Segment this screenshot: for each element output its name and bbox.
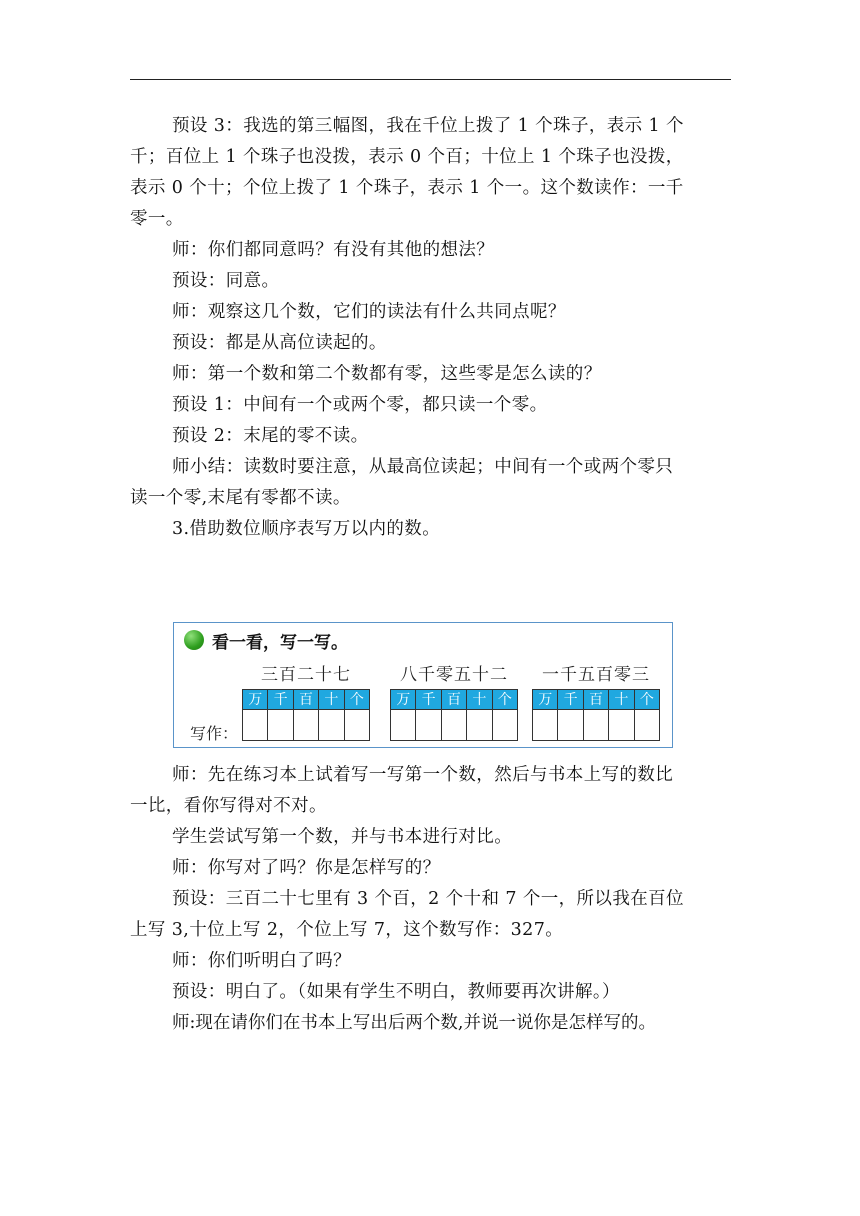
place-value-grid-1	[242, 689, 370, 741]
text-line: 预设 3：我选的第三幅图，我在千位上拨了 1 个珠子，表示 1 个	[172, 116, 684, 136]
cell-bai[interactable]	[294, 690, 319, 740]
text-block-bottom	[130, 760, 731, 1039]
cell-header: 百	[584, 690, 608, 710]
cell-shi[interactable]	[467, 690, 492, 740]
cell-header: 万	[391, 690, 415, 710]
place-value-grid-2	[390, 689, 518, 741]
cell-ge[interactable]	[345, 690, 369, 740]
header-rule	[130, 79, 731, 80]
text-line: 一比，看你写得对不对。	[130, 796, 327, 816]
place-value-panel	[173, 622, 673, 748]
place-value-grid-3	[532, 689, 660, 741]
cell-header: 千	[268, 690, 292, 710]
write-as-label: 写作：	[190, 724, 239, 743]
cell-qian[interactable]	[416, 690, 441, 740]
text-line: 零一。	[130, 209, 184, 229]
panel-header	[184, 627, 348, 653]
text-line: 师：你们听明白了吗？	[172, 951, 351, 971]
text-line: 预设 1：中间有一个或两个零，都只读一个零。	[172, 395, 548, 415]
cell-header: 个	[635, 690, 659, 710]
cell-wan[interactable]	[533, 690, 558, 740]
cell-header: 千	[416, 690, 440, 710]
text-line: 师：第一个数和第二个数都有零，这些零是怎么读的？	[172, 364, 602, 384]
cell-header: 百	[294, 690, 318, 710]
text-line: 3.借助数位顺序表写万以内的数。	[172, 519, 441, 539]
cell-shi[interactable]	[609, 690, 634, 740]
cell-wan[interactable]	[243, 690, 268, 740]
number-label-3: 一千五百零三	[542, 665, 650, 685]
number-label-2: 八千零五十二	[400, 665, 508, 685]
text-line: 表示 0 个十；个位上拨了 1 个珠子，表示 1 个一。这个数读作：一千	[130, 178, 684, 198]
cell-bai[interactable]	[442, 690, 467, 740]
cell-header: 十	[319, 690, 343, 710]
cell-header: 万	[533, 690, 557, 710]
text-line: 师：观察这几个数，它们的读法有什么共同点呢？	[172, 302, 566, 322]
text-line: 预设 2：末尾的零不读。	[172, 426, 369, 446]
cell-wan[interactable]	[391, 690, 416, 740]
text-line: 预设：三百二十七里有 3 个百，2 个十和 7 个一，所以我在百位	[172, 889, 684, 909]
cell-qian[interactable]	[558, 690, 583, 740]
cell-header: 千	[558, 690, 582, 710]
text-line: 师：你们都同意吗？有没有其他的想法？	[172, 240, 495, 260]
cell-header: 十	[467, 690, 491, 710]
cell-header: 个	[345, 690, 369, 710]
cell-bai[interactable]	[584, 690, 609, 740]
green-dot-icon	[184, 630, 204, 650]
cell-ge[interactable]	[493, 690, 517, 740]
text-line: 师小结：读数时要注意，从最高位读起；中间有一个或两个零只	[172, 457, 674, 477]
cell-header: 十	[609, 690, 633, 710]
cell-shi[interactable]	[319, 690, 344, 740]
cell-ge[interactable]	[635, 690, 659, 740]
text-line: 上写 3,十位上写 2，个位上写 7，这个数写作：327。	[130, 920, 564, 940]
text-block-top	[130, 111, 731, 545]
text-line: 师：先在练习本上试着写一写第一个数，然后与书本上写的数比	[172, 765, 674, 785]
cell-header: 百	[442, 690, 466, 710]
text-line: 千；百位上 1 个珠子也没拨，表示 0 个百；十位上 1 个珠子也没拨，	[130, 147, 684, 167]
cell-header: 万	[243, 690, 267, 710]
number-label-1: 三百二十七	[261, 665, 351, 685]
text-line: 预设：明白了。（如果有学生不明白，教师要再次讲解。）	[172, 982, 620, 1002]
panel-title: 看一看，写一写。	[212, 632, 348, 653]
text-line: 预设：同意。	[172, 271, 280, 291]
text-line: 读一个零,末尾有零都不读。	[130, 488, 351, 508]
text-line: 学生尝试写第一个数，并与书本进行对比。	[172, 827, 513, 847]
cell-header: 个	[493, 690, 517, 710]
text-line: 师：你写对了吗？你是怎样写的？	[172, 858, 441, 878]
text-line: 师:现在请你们在书本上写出后两个数,并说一说你是怎样写的。	[172, 1013, 656, 1033]
text-line: 预设：都是从高位读起的。	[172, 333, 387, 353]
cell-qian[interactable]	[268, 690, 293, 740]
